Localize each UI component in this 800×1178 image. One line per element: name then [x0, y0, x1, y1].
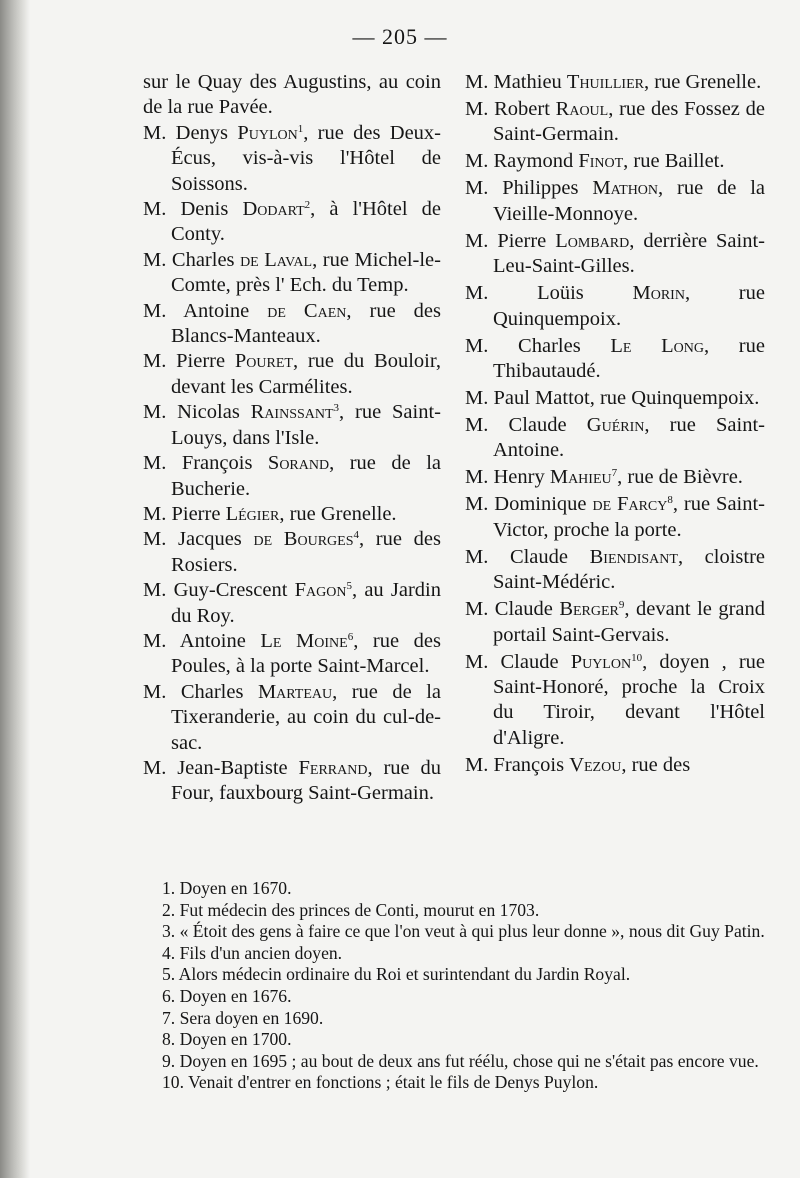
entry-address: , rue des Fossez de Saint-Germain. [493, 98, 765, 146]
footnote [158, 1072, 770, 1094]
entry-prefix: M. Mathieu [465, 71, 567, 93]
entry-surname: Raoul [555, 98, 609, 120]
entry-prefix: M. Charles [143, 680, 258, 703]
entry-surname: Sorand [267, 452, 330, 475]
directory-entry [143, 756, 441, 807]
entry-surname: Lombard [555, 229, 630, 252]
entry-prefix: M. Jean-Baptiste [143, 756, 299, 779]
entry-surname: Marteau [257, 680, 333, 703]
entry-surname: Le Moine [260, 629, 348, 652]
entry-surname: Rainssant [250, 401, 334, 424]
footnote-text: Alors médecin ordinaire du Roi et surintendant du Jardin Royal. [178, 964, 631, 985]
entry-address: sur le Quay des Augustins, au coin de la rue Pavée. [143, 71, 441, 119]
footnotes [158, 878, 770, 1094]
entry-address: , rue Michel-le-Comte, près l' Ech. du Temp. [171, 248, 441, 297]
entry-address: , rue de la Tixeranderie, au coin du cul-de-sac. [171, 680, 441, 754]
directory-entry [465, 70, 765, 95]
entry-prefix: M. Antoine [143, 299, 268, 322]
entry-prefix: M. Dominique [465, 493, 593, 516]
entry-prefix: M. Claude [465, 414, 587, 437]
entry-prefix: M. Robert [465, 98, 556, 120]
entry-surname: Ferrand [298, 756, 368, 779]
directory-entry [465, 413, 765, 464]
footnote-text: Doyen en 1695 ; au bout de deux ans fut réélu, chose qui ne s'était pas encore vue. [179, 1050, 759, 1071]
entry-address: , rue de la Bucherie. [171, 452, 441, 500]
footnote-marker: 9 [618, 599, 625, 612]
footnote [158, 964, 770, 986]
entry-surname: de Caen [267, 299, 347, 322]
footnote-number: 2. [162, 899, 176, 920]
entry-surname: Dodart [242, 198, 305, 221]
directory-entry [465, 753, 765, 778]
entry-surname: Fagon [294, 579, 347, 602]
entry-address: , rue Grenelle. [279, 502, 397, 525]
directory-entry [143, 629, 441, 680]
footnote-marker: 1 [297, 122, 304, 135]
footnote [158, 900, 770, 922]
left-column [143, 70, 441, 807]
entry-surname: Mathon [592, 177, 659, 200]
entry-surname: Finot [578, 150, 624, 173]
directory-entry [143, 299, 441, 350]
entry-address: , rue Saint-Louys, dans l'Isle. [171, 401, 441, 449]
footnote-number: 6. [162, 985, 176, 1006]
footnote-marker: 6 [347, 630, 354, 643]
entry-prefix: M. Nicolas [143, 401, 251, 424]
entry-surname: Le Long [610, 334, 704, 357]
directory-entry [143, 578, 441, 629]
footnote-number: 9. [162, 1050, 176, 1071]
footnote-number: 5. [162, 964, 176, 985]
footnote-text: Fut médecin des princes de Conti, mourut en 1703. [179, 899, 540, 920]
footnote [158, 1029, 770, 1051]
directory-entry [465, 465, 765, 490]
entry-prefix: M. Denis [143, 198, 243, 221]
entry-prefix: M. Loüis [465, 282, 633, 305]
entry-prefix: M. Claude [465, 545, 590, 568]
footnote-marker: 2 [304, 199, 311, 212]
directory-entry [465, 492, 765, 543]
directory-entry [465, 149, 765, 174]
entry-surname: Légier [225, 502, 280, 525]
entry-prefix: M. Claude [465, 598, 560, 621]
entry-address: , rue de Bièvre. [617, 466, 743, 489]
entry-address: , rue des Poules, à la porte Saint-Marcel. [171, 629, 441, 678]
entry-surname: Morin [632, 282, 685, 305]
entry-prefix: M. Raymond [465, 150, 579, 173]
entry-prefix: M. Denys [143, 121, 238, 144]
footnote-text: Doyen en 1676. [179, 985, 292, 1006]
entry-prefix: M. Pierre [143, 502, 226, 525]
footnote [158, 921, 770, 943]
entry-surname: Vezou [569, 753, 622, 776]
footnote [158, 943, 770, 965]
entry-address: , rue des Rosiers. [171, 528, 441, 576]
entry-address: , rue Grenelle. [643, 71, 762, 93]
footnote-text: Sera doyen en 1690. [179, 1007, 324, 1028]
footnote [158, 878, 770, 900]
entry-prefix: M. Antoine [143, 629, 261, 652]
entry-address: , rue Quinquempoix. [589, 387, 760, 410]
entry-surname: Mahieu [549, 466, 612, 489]
directory-entry [143, 400, 441, 451]
entry-address: , rue des Deux-Écus, vis-à-vis l'Hôtel de Soissons. [171, 121, 442, 195]
entry-prefix: M. Guy-Crescent [143, 579, 295, 602]
footnote-number: 10. [162, 1072, 184, 1093]
entry-surname: Thuillier [566, 71, 644, 93]
entry-prefix: M. Pierre [143, 350, 235, 373]
entry-surname: Pouret [234, 350, 293, 373]
directory-entry [143, 121, 441, 197]
footnote [158, 1051, 770, 1073]
entry-address: , rue Thibautaudé. [493, 334, 765, 383]
entry-address: , devant le grand portail Saint-Gervais. [493, 598, 765, 646]
footnote-number: 8. [162, 1029, 176, 1050]
directory-entry [143, 349, 441, 400]
footnote-marker: 10 [631, 651, 643, 664]
entry-address: , au Jardin du Roy. [171, 579, 441, 627]
footnote [158, 986, 770, 1008]
directory-entry [465, 597, 765, 648]
entry-address: , rue Saint-Antoine. [493, 414, 765, 462]
entry-address: , à l'Hôtel de Conty. [171, 198, 441, 246]
entry-surname: de Laval [240, 248, 313, 271]
entry-prefix: M. Charles [465, 334, 611, 357]
entry-address: , cloistre Saint-Médéric. [493, 545, 766, 594]
directory-entry [143, 451, 441, 502]
entry-prefix: M. Paul Mattot [465, 387, 590, 410]
directory-entry [143, 502, 441, 527]
directory-entry [465, 545, 765, 596]
entry-address: , rue des [621, 753, 691, 776]
footnote-marker: 5 [346, 580, 352, 593]
entry-prefix: M. Philippes [465, 177, 593, 200]
footnote-marker: 8 [667, 494, 673, 507]
footnote-text: Fils d'un ancien doyen. [179, 942, 343, 963]
directory-entry [465, 386, 765, 411]
footnote-number: 7. [162, 1007, 176, 1028]
directory-entry [465, 281, 765, 332]
footnote-number: 4. [162, 942, 176, 963]
entry-surname: Guérin [586, 414, 645, 437]
directory-entry [465, 176, 765, 227]
directory-entry [143, 527, 441, 578]
entry-address: , rue du Four, fauxbourg Saint-Germain. [171, 756, 441, 805]
entry-address: , rue de la Vieille-Monnoye. [493, 177, 765, 225]
directory-entry [465, 650, 765, 752]
entry-address: , derrière Saint-Leu-Saint-Gilles. [493, 229, 765, 278]
footnote-marker: 3 [333, 402, 340, 415]
entry-address: , rue du Bouloir, devant les Carmélites. [171, 350, 441, 398]
entry-prefix: M. Henry [465, 466, 550, 489]
entry-surname: de Farcy [592, 493, 668, 516]
entry-surname: de Bourges [253, 528, 354, 551]
right-column [465, 70, 765, 780]
entry-prefix: M. Charles [143, 248, 241, 271]
directory-entry [465, 97, 765, 148]
entry-address: , rue Quinquempoix. [493, 282, 765, 330]
entry-address: , rue des Blancs-Manteaux. [171, 299, 441, 348]
entry-address: , rue Baillet. [623, 150, 725, 173]
footnote-text: Venait d'entrer en fonctions ; était le fils de Denys Puylon. [188, 1072, 599, 1093]
footnote-marker: 4 [353, 529, 359, 542]
entry-prefix: M. Pierre [465, 229, 556, 252]
entry-surname: Puylon [237, 121, 298, 144]
directory-entry [143, 680, 441, 756]
directory-entry [465, 229, 765, 280]
footnote-number: 1. [162, 878, 176, 898]
entry-surname: Puylon [570, 650, 632, 673]
entry-address: , rue Saint-Victor, proche la porte. [493, 493, 766, 541]
footnote-marker: 7 [611, 467, 618, 480]
footnote-number: 3. [162, 921, 176, 942]
footnote-text: Doyen en 1700. [179, 1029, 292, 1050]
directory-entry [143, 70, 441, 121]
entry-surname: Berger [559, 598, 619, 621]
entry-prefix: M. François [465, 753, 570, 776]
entry-prefix: M. François [143, 452, 268, 475]
entry-address: , doyen , rue Saint-Honoré, proche la Croix du Tiroir, devant l'Hôtel d'Aligre. [493, 650, 766, 749]
directory-entry [143, 248, 441, 299]
entry-prefix: M. Claude [465, 650, 571, 673]
entry-prefix: M. Jacques [143, 528, 254, 551]
page-number: — 205 — [352, 24, 448, 49]
entry-surname: Biendisant [589, 545, 678, 568]
directory-entry [465, 334, 765, 385]
footnote-text: Doyen en 1670. [179, 878, 292, 898]
book-gutter-shadow [0, 0, 30, 1178]
footnote-text: « Étoit des gens à faire ce que l'on veut à qui plus leur donne », nous dit Guy Patin. [179, 921, 765, 942]
footnote [158, 1008, 770, 1030]
directory-entry [143, 197, 441, 248]
